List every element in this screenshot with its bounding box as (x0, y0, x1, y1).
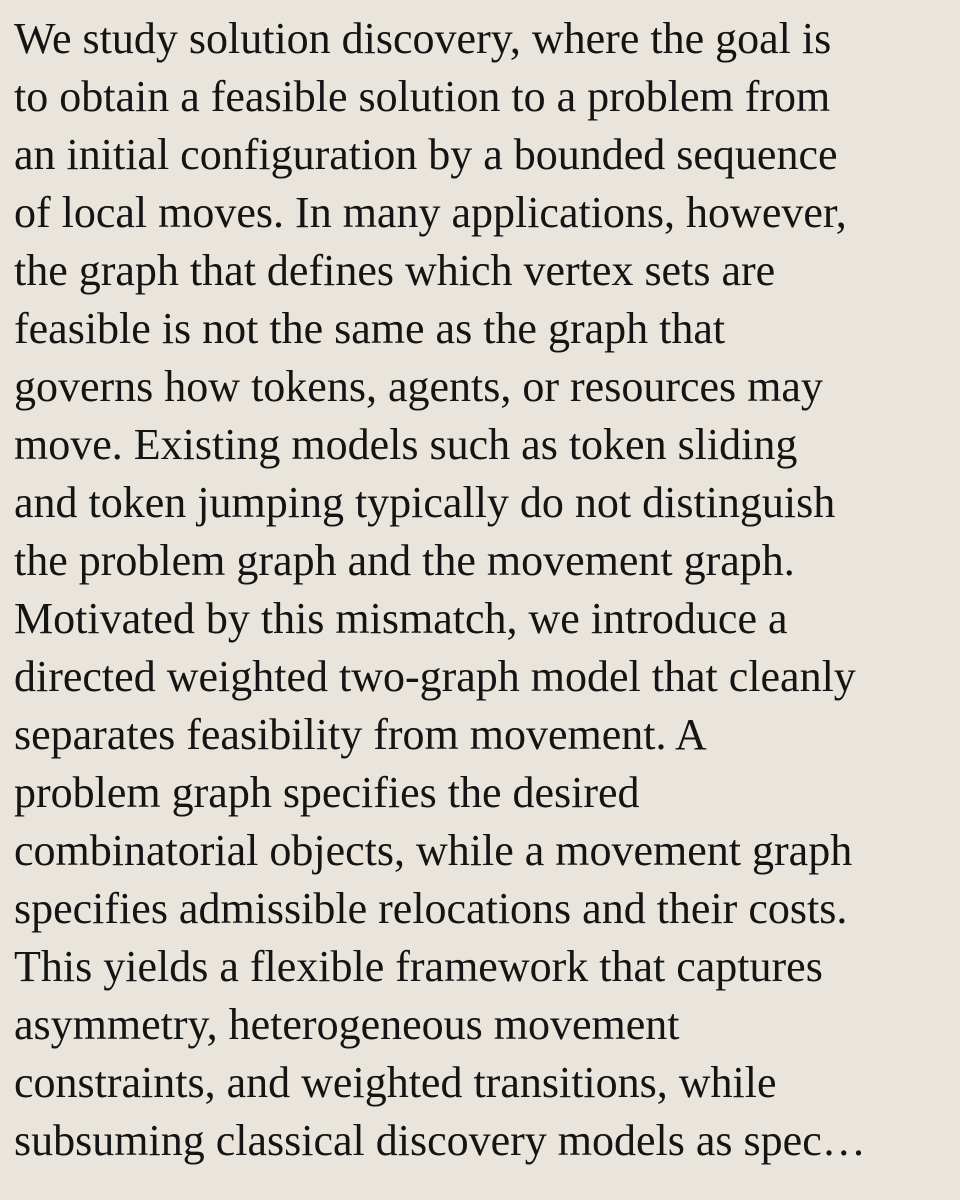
text-line: governs how tokens, agents, or resources may (14, 362, 823, 411)
text-line: We study solution discovery, where the goal is (14, 14, 832, 63)
text-line: constraints, and weighted transitions, while (14, 1058, 777, 1107)
text-line: separates feasibility from movement. A (14, 710, 707, 759)
text-line: subsuming classical discovery models as spec… (14, 1116, 866, 1165)
text-line: an initial configuration by a bounded sequence (14, 130, 838, 179)
text-line: asymmetry, heterogeneous movement (14, 1000, 680, 1049)
text-line: specifies admissible relocations and their costs. (14, 884, 848, 933)
text-line: of local moves. In many applications, however, (14, 188, 847, 237)
text-line: combinatorial objects, while a movement graph (14, 826, 853, 875)
abstract-text (14, 10, 954, 1170)
text-line: and token jumping typically do not distinguish (14, 478, 836, 527)
text-line: problem graph specifies the desired (14, 768, 640, 817)
text-line: to obtain a feasible solution to a problem from (14, 72, 831, 121)
text-line: the problem graph and the movement graph. (14, 536, 795, 585)
text-line: This yields a flexible framework that captures (14, 942, 823, 991)
text-line: move. Existing models such as token sliding (14, 420, 798, 469)
text-line: the graph that defines which vertex sets are (14, 246, 776, 295)
text-line: feasible is not the same as the graph that (14, 304, 726, 353)
text-line: Motivated by this mismatch, we introduce a (14, 594, 788, 643)
text-line: directed weighted two-graph model that cleanly (14, 652, 856, 701)
